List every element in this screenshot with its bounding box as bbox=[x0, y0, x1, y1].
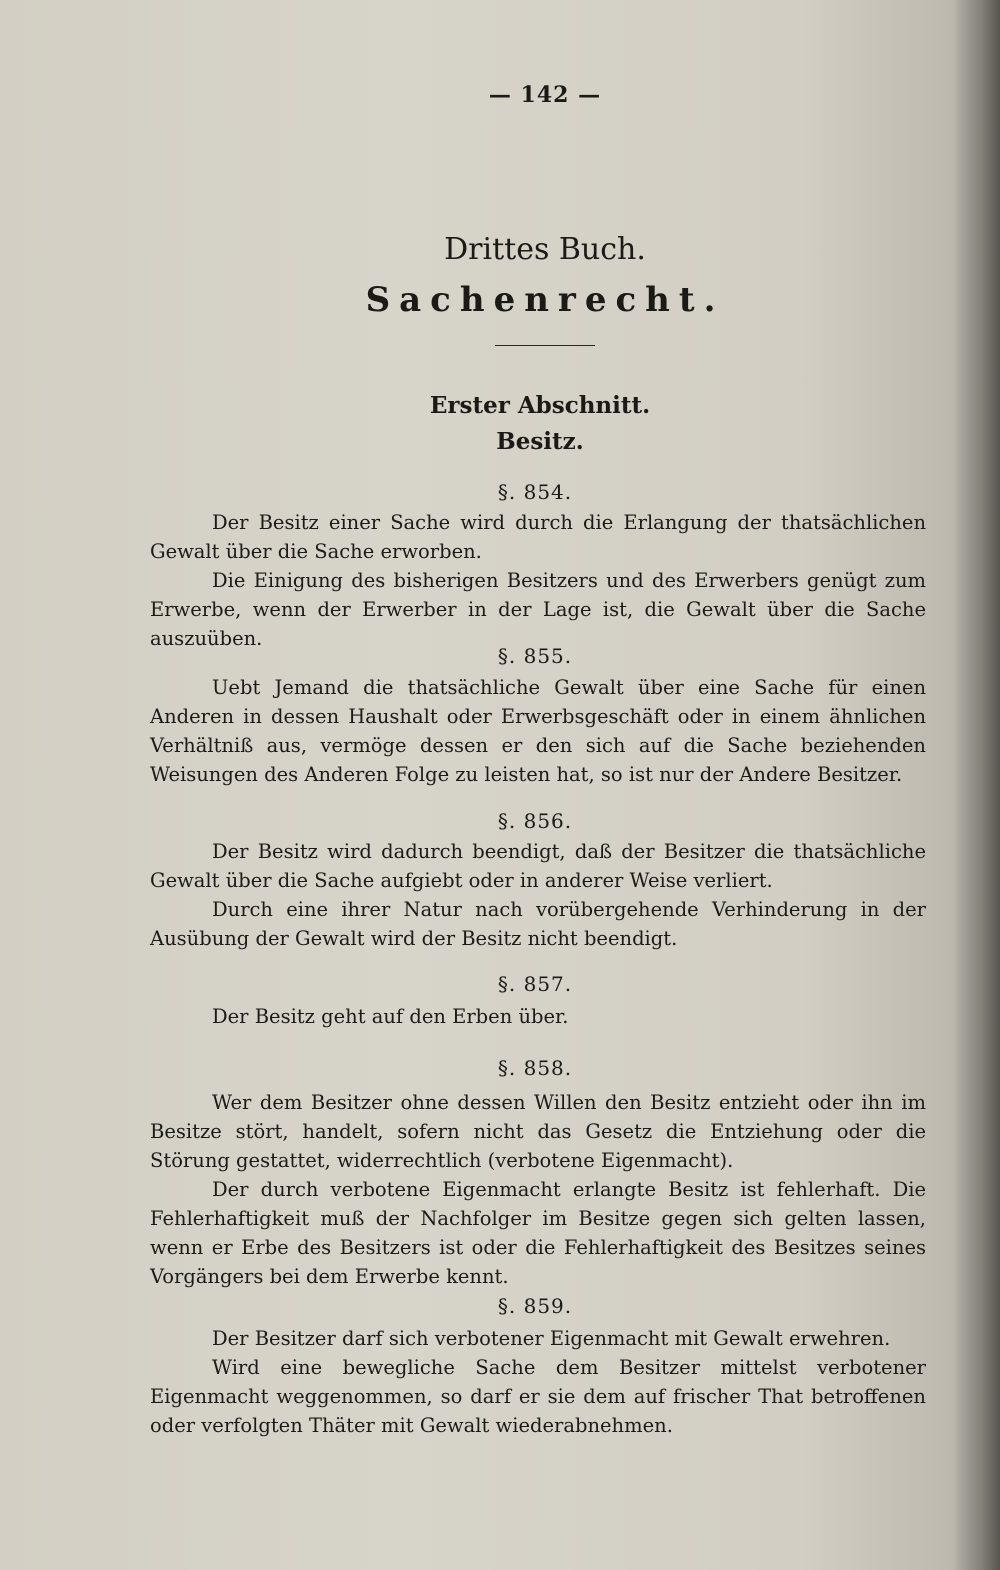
paragraph-number-854: §. 854. bbox=[497, 480, 573, 504]
paragraph-number-855: §. 855. bbox=[497, 644, 573, 668]
book-title: Drittes Buch. bbox=[444, 232, 646, 267]
paragraph-text: Die Einigung des bisherigen Besitzers und des Erwerbers genügt zum Erwerbe, wenn der Erwerber in der Lage ist, die Gewalt über die Sache auszuüben. bbox=[150, 569, 926, 650]
paragraph-text: Wer dem Besitzer ohne dessen Willen den Besitz entzieht oder ihn im Besitze stört, handelt, sofern nicht das Gesetz die Entziehung oder die Störung gestattet, widerrechtlich (verbotene Eigenmacht). bbox=[150, 1091, 926, 1172]
paragraph-text: Der Besitz wird dadurch beendigt, daß der Besitzer die thatsächliche Gewalt über die Sache aufgiebt oder in anderer Weise verliert. bbox=[150, 840, 926, 892]
paragraph-body-854 bbox=[150, 508, 926, 653]
subject-title: Besitz. bbox=[496, 428, 584, 455]
title-divider bbox=[495, 345, 595, 346]
paragraph-number-857: §. 857. bbox=[497, 972, 573, 996]
paragraph-body-855 bbox=[150, 673, 926, 789]
paragraph-text: Der durch verbotene Eigenmacht erlangte Besitz ist fehlerhaft. Die Fehlerhaftigkeit muß der Nachfolger im Besitze gegen sich gelten lassen, wenn er Erbe des Besitzers ist oder die Fehlerhaftigkeit des Besitzes seines Vorgängers bei dem Erwerbe kennt. bbox=[150, 1178, 926, 1288]
paragraph-text: Der Besitzer darf sich verbotener Eigenmacht mit Gewalt erwehren. bbox=[212, 1327, 891, 1350]
paragraph-text: Der Besitz einer Sache wird durch die Erlangung der thatsächlichen Gewalt über die Sache erworben. bbox=[150, 511, 926, 563]
paragraph-body-857 bbox=[150, 1002, 926, 1031]
paragraph-text: Der Besitz geht auf den Erben über. bbox=[212, 1005, 569, 1028]
paragraph-text: Durch eine ihrer Natur nach vorübergehende Verhinderung in der Ausübung der Gewalt wird der Besitz nicht beendigt. bbox=[150, 898, 926, 950]
paragraph-body-856 bbox=[150, 837, 926, 953]
paragraph-number-856: §. 856. bbox=[497, 809, 573, 833]
paragraph-body-859 bbox=[150, 1324, 926, 1440]
paragraph-number-859: §. 859. bbox=[497, 1294, 573, 1318]
paragraph-body-858 bbox=[150, 1088, 926, 1291]
page-edge-shadow bbox=[954, 0, 1000, 1570]
paragraph-text: Wird eine bewegliche Sache dem Besitzer mittelst verbotener Eigenmacht weggenommen, so darf er sie dem auf frischer That betroffenen oder verfolgten Thäter mit Gewalt wiederabnehmen. bbox=[150, 1356, 926, 1437]
paragraph-text: Uebt Jemand die thatsächliche Gewalt über eine Sache für einen Anderen in dessen Haushalt oder Erwerbsgeschäft oder in einem ähnlichen Verhältniß aus, vermöge dessen er den sich auf die Sache beziehenden Weisungen des Anderen Folge zu leisten hat, so ist nur der Andere Besitzer. bbox=[150, 676, 926, 786]
paragraph-number-858: §. 858. bbox=[497, 1056, 573, 1080]
page-number: — 142 — bbox=[488, 82, 602, 108]
part-title: Sachenrecht. bbox=[365, 280, 725, 320]
section-title: Erster Abschnitt. bbox=[429, 392, 651, 419]
